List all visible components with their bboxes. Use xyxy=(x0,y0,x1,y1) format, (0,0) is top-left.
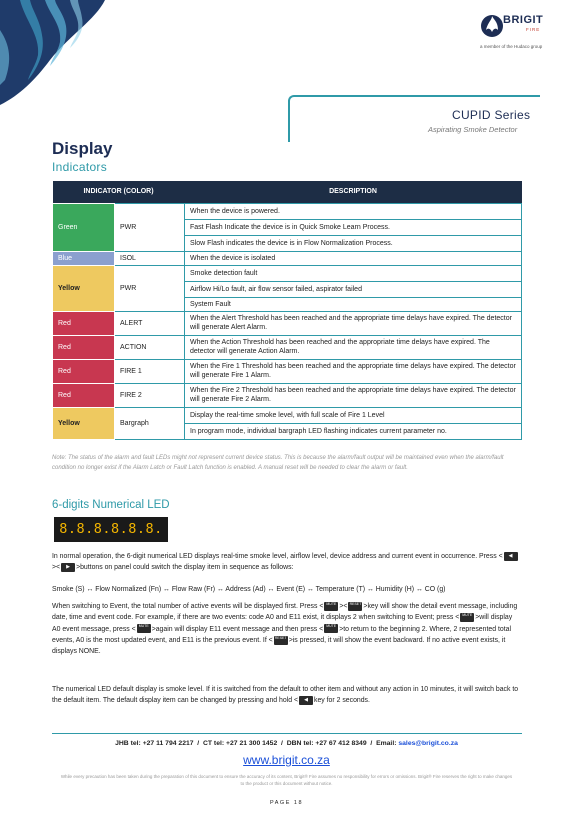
series-title: CUPID Series xyxy=(452,108,531,122)
mute-key-icon: MUTE xyxy=(324,602,338,611)
indicator-desc: In program mode, individual bargraph LED flashing indicates current parameter no. xyxy=(185,423,522,439)
led-paragraph-1: In normal operation, the 6-digit numerical LED displays real-time smoke level, airflow level, device address and current event in occurrence. Press < ◀>< ▶ >buttons on panel could switch the display item in sequence as follows: xyxy=(52,551,522,574)
text-span: In normal operation, the 6-digit numerical LED displays real-time smoke level, airflow level, device address and current event in occurrence. Press < xyxy=(52,553,503,560)
indicator-desc: Smoke detection fault xyxy=(185,265,522,281)
series-subtitle: Aspirating Smoke Detector xyxy=(428,125,518,134)
text-span: >is pressed, it will show the event backward. If no active event exists, it displays NONE. xyxy=(52,636,506,656)
footer-divider xyxy=(52,733,522,734)
indicator-color: Green xyxy=(53,203,115,251)
indicator-label: ISOL xyxy=(115,251,185,265)
page-number: PAGE 18 xyxy=(269,800,304,806)
indicator-desc: Display the real-time smoke level, with full scale of Fire 1 Level xyxy=(185,407,522,423)
led-paragraph-3 xyxy=(52,684,522,707)
left-arrow-icon: ◀ xyxy=(299,696,313,705)
website-link[interactable]: www.brigit.co.za xyxy=(243,753,330,767)
text-span: When switching to Event, the total number of active events will be displayed first. Press < xyxy=(52,603,324,610)
ct-label: CT tel: xyxy=(202,740,225,747)
indicator-desc: Fast Flash Indicate the device is in Quick Smoke Learn Process. xyxy=(185,219,522,235)
indicator-desc: Slow Flash indicates the device is in Flow Normalization Process. xyxy=(185,235,522,251)
section-heading-led: 6-digits Numerical LED xyxy=(52,499,170,511)
table-row xyxy=(53,203,522,219)
indicator-color: Blue xyxy=(53,251,115,265)
mute-key-icon: MUTE xyxy=(137,624,151,633)
indicator-label: ALERT xyxy=(115,311,185,335)
text-span: >buttons on panel could switch the display item in sequence as follows: xyxy=(76,564,294,572)
text-span: >will display A0 event message, press < xyxy=(52,614,513,633)
indicator-desc: Airflow Hi/Lo fault, air flow sensor failed, aspirator failed xyxy=(185,281,522,297)
indicator-desc: System Fault xyxy=(185,297,522,311)
text-span: key for 2 seconds. xyxy=(314,697,370,705)
corner-decoration xyxy=(0,0,110,110)
dbn-label: DBN tel: xyxy=(286,740,314,747)
indicator-label: PWR xyxy=(115,265,185,311)
brand-name: BRIGIT xyxy=(503,14,544,26)
table-row xyxy=(53,407,522,423)
ct-phone: +27 21 300 1452 xyxy=(226,740,278,747)
indicator-color: Red xyxy=(53,311,115,335)
indicator-desc: When the Fire 2 Threshold has been reached and the appropriate time delays have expired. The detector will generate Fire 2 Alarm. xyxy=(185,383,522,407)
indicator-label: Bargraph xyxy=(115,407,185,439)
indicator-desc: When the Fire 1 Threshold has been reached and the appropriate time delays have expired. The detector will generate Fire 1 Alarm. xyxy=(185,359,522,383)
indicator-label: FIRE 2 xyxy=(115,383,185,407)
table-row xyxy=(53,335,522,359)
led-paragraph-2: When switching to Event, the total number of active events will be displayed first. Press < MUTE >< RESET >key will show the detail event message, including date, time and event code. For example, if there are two events: code A0 and E11 exist, it displays 2 when switching to Event; press < MUTE >will display A0 event message, press < MUTE >again will display E11 event message and then press < MUTE >to return to the beginning 2. Where, 2 represented total events, A0 is the most updated event, and E11 is the previous event. If < RESET >is pressed, it will show the event backward. If no active event exists, it displays NONE. xyxy=(52,601,518,656)
indicator-desc: When the Alert Threshold has been reached and the appropriate time delays have expired. The detector will generate Alert Alarm. xyxy=(185,311,522,335)
jhb-phone: +27 11 794 2217 xyxy=(142,740,194,747)
indicator-label: ACTION xyxy=(115,335,185,359)
indicator-color: Red xyxy=(53,359,115,383)
indicators-table xyxy=(52,181,522,440)
indicator-label: FIRE 1 xyxy=(115,359,185,383)
indicator-color: Red xyxy=(53,383,115,407)
table-note: Note: The status of the alarm and fault LEDs might not represent current device status. This is because the alarm/fault output will be maintained even when the alarm/fault condition no longer exist if the Alarm Latch or Fault Latch function is enabled. A manual reset will be needed to clear the alarm or fault. xyxy=(52,455,504,471)
footer-contacts: JHB tel: +27 11 794 2217 / CT tel: +27 21 300 1452 / DBN tel: +27 67 412 8349 / Email: sales@brigit.co.za xyxy=(115,740,458,747)
table-row xyxy=(53,383,522,407)
email-label: Email: xyxy=(376,740,397,747)
reset-key-icon: RESET xyxy=(274,636,288,645)
reset-key-icon: RESET xyxy=(348,602,362,611)
table-row xyxy=(53,251,522,265)
mute-key-icon: MUTE xyxy=(460,613,474,622)
page-title: Display xyxy=(52,139,113,158)
header-description: DESCRIPTION xyxy=(185,181,522,203)
brand-fire: FIRE xyxy=(526,27,541,32)
email-link[interactable]: sales@brigit.co.za xyxy=(398,740,458,747)
text-span: >again will display E11 event message and then press < xyxy=(151,625,324,633)
table-header-row xyxy=(53,181,522,203)
jhb-label: JHB tel: xyxy=(115,740,141,747)
text-span: >to return to the beginning 2. Where, 2 represented total events, A0 is the most updated event, and E11 is the previous event. If < xyxy=(52,625,511,644)
indicator-label: PWR xyxy=(115,203,185,251)
dbn-phone: +27 67 412 8349 xyxy=(315,740,367,747)
text-span: >key will show the detail event message, including date, time and event code. For example, if there are two events: code A0 and E11 exist, it displays 2 when switching to Event; press < xyxy=(52,603,518,622)
header-indicator: INDICATOR (COLOR) xyxy=(53,181,185,203)
footer-disclaimer: While every precaution has been taken during the preparation of this document to ensure the accuracy of its content, Brigit® Fire assumes no responsibility for errors or omissions. Brigit® Fire reserves the right to make changes to the product or this document without notice. xyxy=(60,774,513,786)
mute-key-icon: MUTE xyxy=(324,624,338,633)
table-row xyxy=(53,265,522,281)
indicator-color: Yellow xyxy=(53,265,115,311)
section-heading-indicators: Indicators xyxy=(52,160,108,174)
brand-member: a member of the Hudaco group xyxy=(480,44,543,49)
table-row xyxy=(53,359,522,383)
indicator-desc: When the Action Threshold has been reached and the appropriate time delays have expired. The detector will generate Action Alarm. xyxy=(185,335,522,359)
led-display: 8.8.8.8.8.8. xyxy=(54,517,168,542)
led-sequence: Smoke (S) ↔ Flow Normalized (Fn) ↔ Flow Raw (Fr) ↔ Address (Ad) ↔ Event (E) ↔ Temperature (T) ↔ Humidity (H) ↔ CO (g) xyxy=(52,586,446,593)
indicator-desc: When the device is powered. xyxy=(185,203,522,219)
indicator-color: Yellow xyxy=(53,407,115,439)
table-row xyxy=(53,311,522,335)
indicator-desc: When the device is isolated xyxy=(185,251,522,265)
indicator-color: Red xyxy=(53,335,115,359)
text-span: The numerical LED default display is smoke level. If it is switched from the default to other item and without any action in 10 minutes, it will switch back to the default item. The default display item can be changed by pressing and hold < xyxy=(52,686,519,705)
right-arrow-icon: ▶ xyxy=(61,563,75,572)
left-arrow-icon: ◀ xyxy=(504,552,518,561)
